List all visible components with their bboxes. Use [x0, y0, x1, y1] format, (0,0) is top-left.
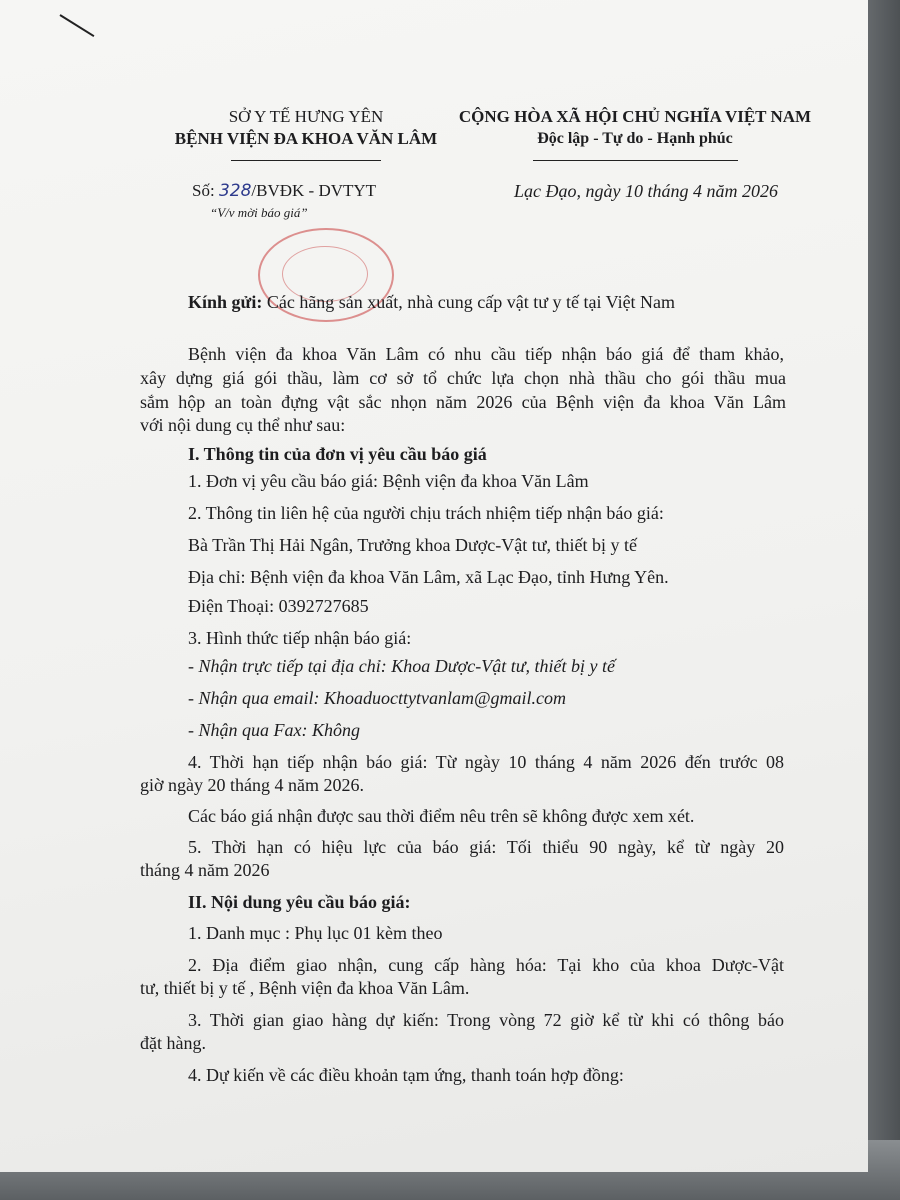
national-header	[440, 106, 830, 161]
contact-phone: Điện Thoại: 0392727685	[188, 596, 369, 616]
header-underline	[231, 160, 381, 161]
section1-item4-line2: giờ ngày 20 tháng 4 năm 2026.	[140, 775, 364, 795]
recipient-label: Kính gửi:	[188, 292, 263, 312]
intro-line-1: Bệnh viện đa khoa Văn Lâm có nhu cầu tiếp nhận báo giá để tham khảo,	[188, 344, 784, 364]
doc-number-suffix: /BVĐK - DVTYT	[251, 181, 377, 200]
section2-item3-line2: đặt hàng.	[140, 1033, 206, 1053]
section2-item1: 1. Danh mục : Phụ lục 01 kèm theo	[188, 923, 443, 943]
intro-line-3: sắm hộp an toàn đựng vật sắc nhọn năm 2026 của Bệnh viện đa khoa Văn Lâm	[140, 392, 786, 412]
pen-mark	[59, 14, 94, 37]
hospital-name: BỆNH VIỆN ĐA KHOA VĂN LÂM	[174, 129, 438, 148]
section1-item2: 2. Thông tin liên hệ của người chịu trách nhiệm tiếp nhận báo giá:	[188, 503, 664, 523]
doc-number-prefix: Số:	[192, 181, 219, 200]
country-name: CỘNG HÒA XÃ HỘI CHỦ NGHĨA VIỆT NAM	[458, 107, 812, 126]
section1-title: I. Thông tin của đơn vị yêu cầu báo giá	[188, 444, 487, 464]
section2-title: II. Nội dung yêu cầu báo giá:	[188, 892, 411, 912]
department-name: SỞ Y TẾ HƯNG YÊN	[228, 107, 384, 126]
contact-name: Bà Trần Thị Hải Ngân, Trưởng khoa Dược-Vật tư, thiết bị y tế	[188, 535, 637, 555]
section2-item2-line2: tư, thiết bị y tế , Bệnh viện đa khoa Văn Lâm.	[140, 978, 470, 998]
receive-method-fax: - Nhận qua Fax: Không	[188, 720, 360, 740]
section2-item3-line1: 3. Thời gian giao hàng dự kiến: Trong vòng 72 giờ kể từ khi có thông báo	[188, 1010, 784, 1030]
late-quote-note: Các báo giá nhận được sau thời điểm nêu trên sẽ không được xem xét.	[188, 806, 695, 826]
issuer-header	[136, 106, 476, 161]
section1-item5-line1: 5. Thời hạn có hiệu lực của báo giá: Tối thiểu 90 ngày, kể từ ngày 20	[188, 837, 784, 857]
recipient-line	[188, 292, 675, 313]
document-subject: “V/v mời báo giá”	[210, 205, 308, 220]
recipient-text: Các hãng sản xuất, nhà cung cấp vật tư y tế tại Việt Nam	[262, 292, 676, 312]
section1-item1: 1. Đơn vị yêu cầu báo giá: Bệnh viện đa khoa Văn Lâm	[188, 471, 589, 491]
motto-underline	[533, 160, 738, 161]
section1-item3: 3. Hình thức tiếp nhận báo giá:	[188, 628, 412, 648]
section2-item4: 4. Dự kiến về các điều khoản tạm ứng, thanh toán hợp đồng:	[188, 1065, 624, 1085]
section1-item5-line2: tháng 4 năm 2026	[140, 860, 270, 880]
receive-method-email: - Nhận qua email: Khoaduocttytvanlam@gmail.com	[188, 688, 567, 708]
intro-line-4: với nội dung cụ thể như sau:	[140, 415, 346, 435]
intro-line-2: xây dựng giá gói thầu, làm cơ sở tổ chức lựa chọn nhà thầu cho gói thầu mua	[140, 368, 786, 388]
date-line: Lạc Đạo, ngày 10 tháng 4 năm 2026	[514, 181, 778, 201]
section1-item4-line1: 4. Thời hạn tiếp nhận báo giá: Từ ngày 10 tháng 4 năm 2026 đến trước 08	[188, 752, 784, 772]
receive-method-direct: - Nhận trực tiếp tại địa chỉ: Khoa Dược-Vật tư, thiết bị y tế	[188, 656, 615, 676]
document-number	[192, 181, 376, 201]
handwritten-number: 328	[218, 181, 252, 201]
motto: Độc lập - Tự do - Hạnh phúc	[537, 130, 733, 147]
section2-item2-line1: 2. Địa điểm giao nhận, cung cấp hàng hóa: Tại kho của khoa Dược-Vật	[188, 955, 784, 975]
contact-address: Địa chỉ: Bệnh viện đa khoa Văn Lâm, xã Lạc Đạo, tỉnh Hưng Yên.	[188, 567, 669, 587]
